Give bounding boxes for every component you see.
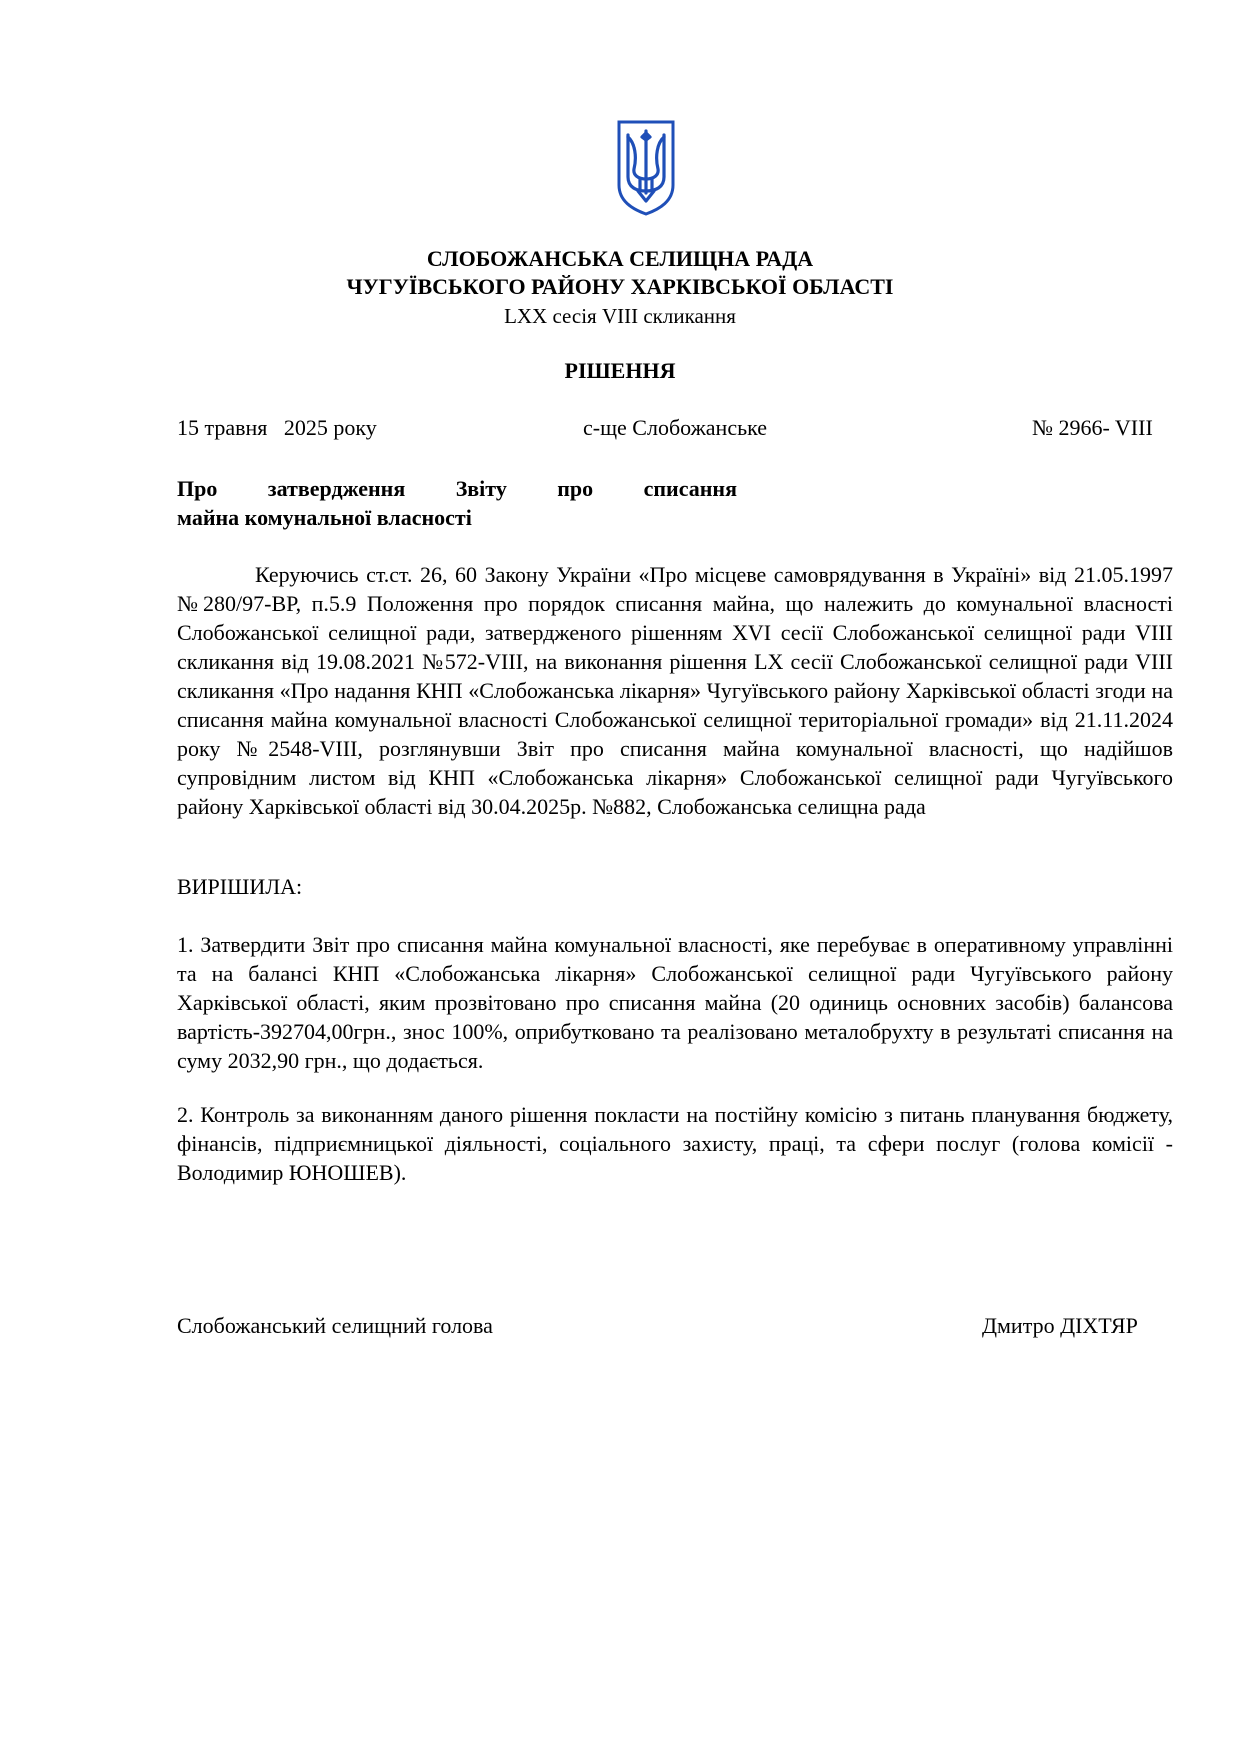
decision-subject bbox=[177, 474, 737, 532]
session-line: LXX сесія VIII скликання bbox=[504, 304, 736, 328]
council-name: СЛОБОЖАНСЬКА СЕЛИЩНА РАДА bbox=[426, 246, 814, 271]
signatory-title: Слобожанський селищний голова bbox=[177, 1313, 493, 1338]
subject-line-1: Про затвердження Звіту про списання bbox=[177, 476, 737, 501]
decision-number: № 2966- VIII bbox=[1032, 415, 1153, 440]
subject-line-2: майна комунальної власності bbox=[177, 505, 472, 530]
resolution-item-1: 1. Затвердити Звіт про списання майна комунальної власності, яке перебуває в оперативному управлінні та на балансі КНП «Слобожанська лікарня» Слобожанської селищної ради Чугуївського району Харківської області, яким прозвітовано про списання майна (20 одиниць основних засобів) балансова вартість-392704,00грн., знос 100%, оприбутковано та реалізовано металобрухту в результаті списання на суму 2032,90 грн., що додається. bbox=[177, 932, 1173, 1073]
decision-date: 15 травня 2025 року bbox=[177, 415, 377, 440]
decided-heading: ВИРІШИЛА: bbox=[177, 874, 303, 899]
signatory-name: Дмитро ДІХТЯР bbox=[982, 1313, 1138, 1338]
decision-place: с-ще Слобожанське bbox=[583, 415, 768, 440]
resolution-item-2: 2. Контроль за виконанням даного рішення покласти на постійну комісію з питань планування бюджету, фінансів, підприємницької діяльності, соціального захисту, праці, та сфери послуг (голова комісії - Володимир ЮНОШЕВ). bbox=[177, 1102, 1173, 1185]
tryzub-coat-of-arms-icon bbox=[614, 117, 678, 217]
preamble-paragraph: Керуючись ст.ст. 26, 60 Закону України «Про місцеве самоврядування в Україні» від 21.05.1997 №280/97-ВР, п.5.9 Положення про порядок списання майна, що належить до комунальної власності Слобожанської селищної ради, затвердженого рішенням XVI сесії Слобожанської селищної ради VIII скликання від 19.08.2021 №572-VIII, на виконання рішення LX сесії Слобожанської селищної ради VIII скликання «Про надання КНП «Слобожанська лікарня» Чугуївського району Харківської області згоди на списання майна комунальної власності Слобожанської селищної територіальної громади» від 21.11.2024 року №2548-VIII, розглянувши Звіт про списання майна комунальної власності, що надійшов супровідним листом від КНП «Слобожанська лікарня» Слобожанської селищної ради Чугуївського району Харківської області від 30.04.2025р. №882, Слобожанська селищна рада bbox=[177, 562, 1173, 819]
district-name: ЧУГУЇВСЬКОГО РАЙОНУ ХАРКІВСЬКОЇ ОБЛАСТІ bbox=[346, 274, 894, 299]
document-type-title: РІШЕННЯ bbox=[564, 358, 676, 383]
